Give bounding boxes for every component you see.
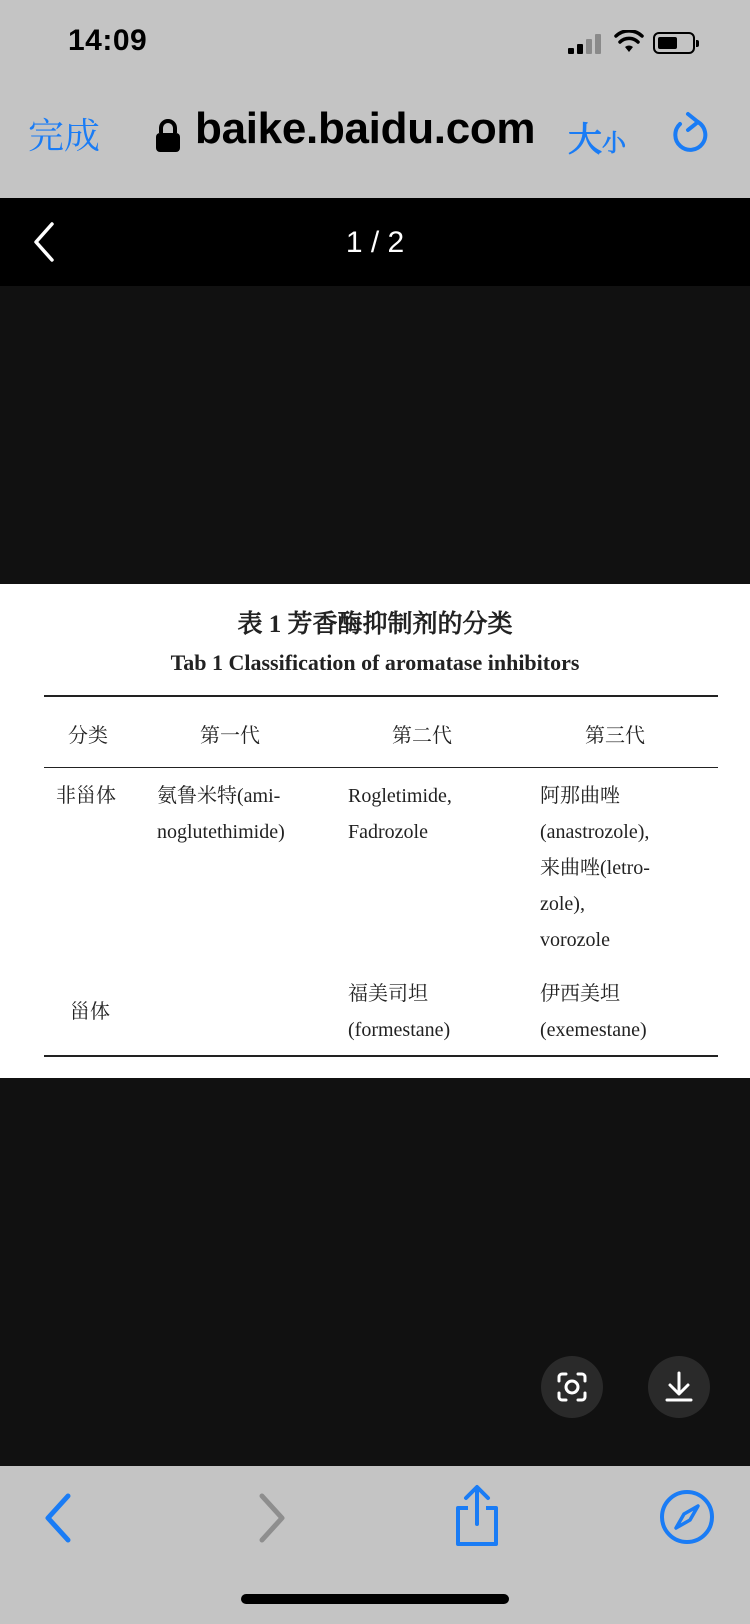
download-button[interactable] bbox=[648, 1356, 710, 1418]
table-header-rule bbox=[44, 767, 718, 768]
arrow-back-icon[interactable] bbox=[40, 1492, 76, 1544]
table-title-en: Tab 1 Classification of aromatase inhibitors bbox=[170, 650, 580, 675]
row1-gen1-line2: noglutethimide) bbox=[157, 821, 285, 843]
row2-gen2-line2: (formestane) bbox=[348, 1019, 451, 1041]
status-time: 14:09 bbox=[68, 24, 148, 57]
address-bar bbox=[0, 82, 750, 198]
text-size-big-label: 大 bbox=[568, 121, 602, 159]
row1-gen3-line4: zole), bbox=[540, 893, 585, 915]
header-gen3: 第三代 bbox=[585, 725, 645, 747]
header-gen2: 第二代 bbox=[392, 725, 452, 747]
viewer-header bbox=[0, 198, 750, 286]
row1-gen2-line1: Rogletimide, bbox=[348, 785, 452, 807]
home-indicator bbox=[241, 1594, 509, 1604]
cellular-signal-icon bbox=[568, 34, 604, 54]
row2-gen3-line2: (exemestane) bbox=[540, 1019, 647, 1041]
row1-gen3-line3: 来曲唑(letro- bbox=[540, 857, 650, 879]
row2-category: 甾体 bbox=[70, 1001, 110, 1023]
row1-gen3-line2: (anastrozole), bbox=[540, 821, 650, 843]
row1-category: 非甾体 bbox=[56, 785, 116, 807]
arrow-forward-icon[interactable] bbox=[254, 1492, 290, 1544]
row2-gen2-line1: 福美司坦 bbox=[348, 983, 428, 1005]
battery-icon bbox=[653, 32, 695, 54]
header-category: 分类 bbox=[68, 725, 108, 747]
text-size-button[interactable] bbox=[568, 112, 626, 161]
compass-icon[interactable] bbox=[658, 1488, 716, 1546]
status-bar bbox=[0, 0, 750, 82]
visual-lookup-button[interactable] bbox=[541, 1356, 603, 1418]
table-title-cn: 表 1 芳香酶抑制剂的分类 bbox=[237, 611, 513, 638]
header-gen1: 第一代 bbox=[200, 725, 260, 747]
text-size-small-label: 小 bbox=[602, 130, 626, 157]
visual-lookup-icon bbox=[541, 1356, 603, 1418]
url-text[interactable]: baike.baidu.com bbox=[195, 104, 536, 153]
table-image[interactable] bbox=[0, 584, 750, 1078]
wifi-icon bbox=[614, 30, 644, 54]
download-icon bbox=[648, 1356, 710, 1418]
row1-gen1-line1: 氨鲁米特(ami- bbox=[157, 785, 281, 807]
row2-gen3-line1: 伊西美坦 bbox=[540, 983, 620, 1005]
row1-gen3-line1: 阿那曲唑 bbox=[540, 785, 620, 807]
share-icon[interactable] bbox=[450, 1484, 504, 1548]
table-top-rule bbox=[44, 695, 718, 697]
reload-icon[interactable] bbox=[668, 110, 712, 158]
page-counter: 1 / 2 bbox=[345, 226, 405, 259]
row1-gen3-line5: vorozole bbox=[540, 929, 610, 951]
lock-icon bbox=[154, 118, 182, 154]
table-bottom-rule bbox=[44, 1055, 718, 1057]
done-button[interactable]: 完成 bbox=[28, 115, 101, 156]
row1-gen2-line2: Fadrozole bbox=[348, 821, 428, 843]
